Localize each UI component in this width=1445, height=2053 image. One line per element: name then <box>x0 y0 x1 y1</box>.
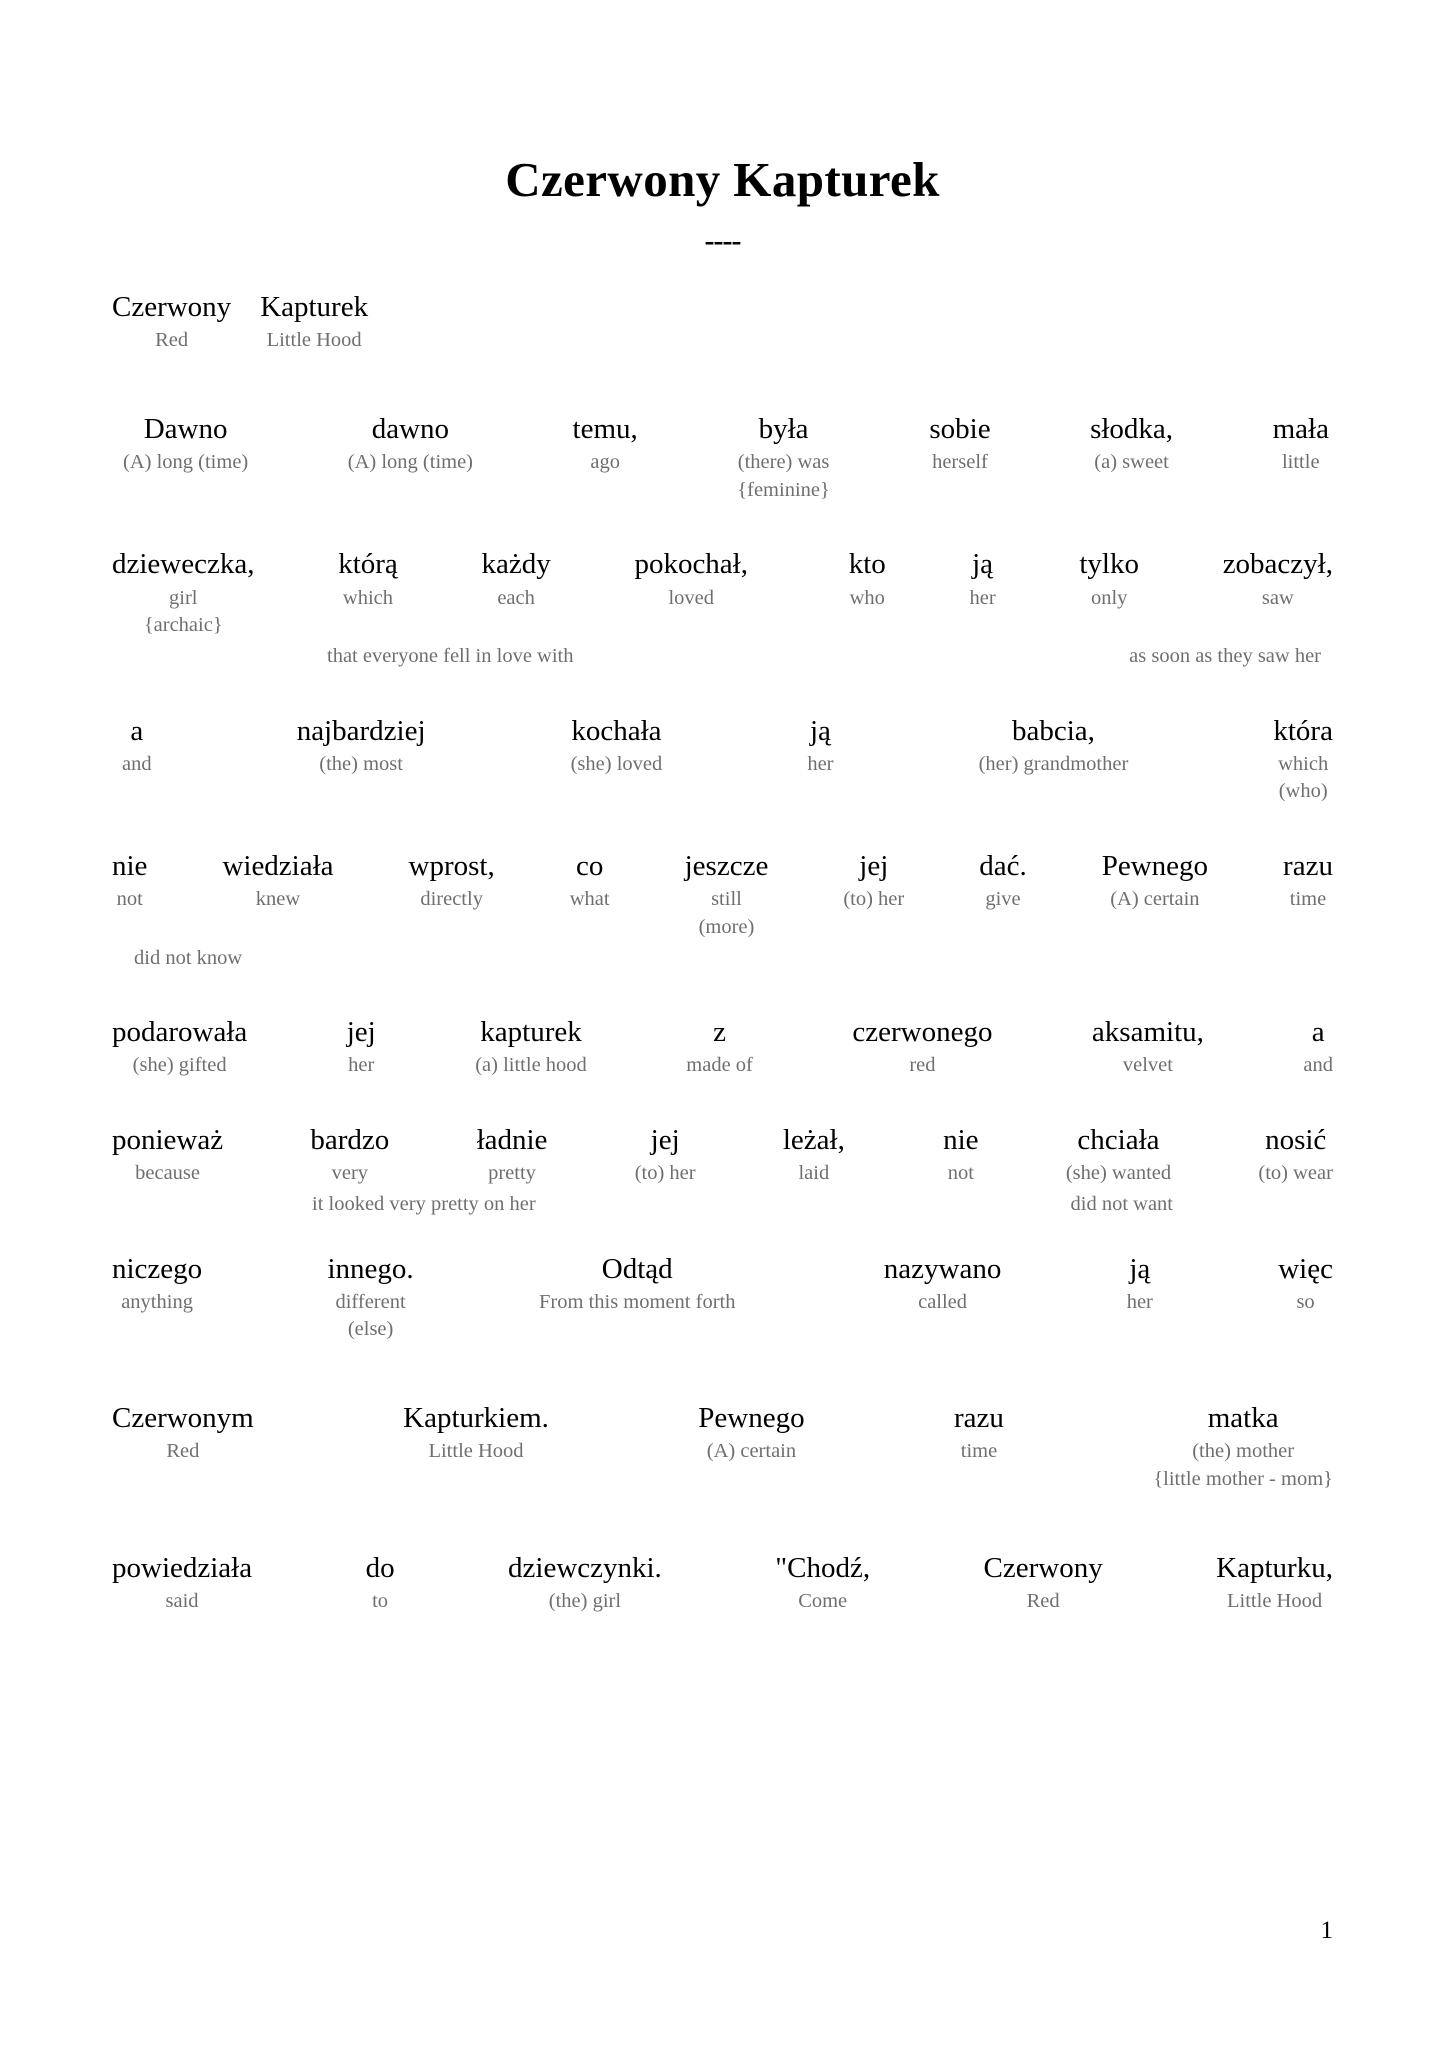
word-column <box>679 1015 760 1079</box>
gloss-word: (A) certain <box>706 1440 797 1463</box>
source-word: którą <box>338 548 398 581</box>
gloss-word: (she) loved <box>570 752 663 775</box>
source-word: "Chodź, <box>775 1551 871 1584</box>
source-word: więc <box>1278 1252 1333 1285</box>
source-word: aksamitu, <box>1091 1016 1204 1049</box>
source-word: jej <box>859 850 889 882</box>
gloss-word: different <box>335 1290 406 1313</box>
word-column <box>112 1401 261 1465</box>
source-word: zobaczył, <box>1222 548 1333 581</box>
gloss-word: (A) certain <box>1110 888 1200 911</box>
gloss-word: Come <box>798 1589 848 1612</box>
gloss-word: her <box>348 1054 375 1077</box>
source-word: razu <box>1283 850 1333 882</box>
source-word: ją <box>809 714 831 747</box>
word-column <box>1059 1123 1178 1187</box>
gloss-word: (to) her <box>634 1162 696 1185</box>
source-word: dziewczynki. <box>508 1551 662 1584</box>
word-column <box>1251 1123 1333 1187</box>
source-word: a <box>1311 1016 1325 1049</box>
source-word: ładnie <box>476 1124 548 1156</box>
gloss-word: herself <box>932 451 988 474</box>
source-word: była <box>758 412 809 445</box>
word-column <box>321 1252 421 1344</box>
gloss-word: Little Hood <box>266 329 362 352</box>
gloss-word: pretty <box>488 1162 536 1185</box>
gloss-block-5 <box>112 1015 1333 1079</box>
source-word: nie <box>943 1124 979 1156</box>
gloss-word: directly <box>420 888 483 911</box>
gloss-word: time <box>1289 888 1327 911</box>
gloss-word: little <box>1281 451 1320 474</box>
gloss-word: Little Hood <box>428 1440 524 1463</box>
source-word: Pewnego <box>1101 850 1209 882</box>
gloss-word: (A) long (time) <box>123 451 249 474</box>
source-word: Kapturku, <box>1216 1551 1333 1584</box>
span-gloss-phrase: it looked very pretty on her <box>312 1192 536 1215</box>
gloss-word: (a) little hood <box>475 1054 587 1077</box>
word-column <box>112 1123 230 1187</box>
gloss-block-7 <box>112 1252 1333 1344</box>
word-column <box>1083 412 1180 476</box>
gloss-word: (a) sweet <box>1094 451 1169 474</box>
gloss-word: (the) most <box>319 752 403 775</box>
source-word: Kapturek <box>260 291 369 323</box>
gloss-word: velvet <box>1122 1054 1173 1077</box>
word-column <box>116 412 255 476</box>
source-word: Odtąd <box>601 1252 673 1285</box>
word-column <box>474 547 557 611</box>
word-column <box>628 1123 703 1187</box>
source-word: babcia, <box>1011 714 1095 747</box>
word-column <box>290 714 433 778</box>
source-word: sobie <box>929 412 991 445</box>
source-word: która <box>1273 714 1333 747</box>
word-column <box>238 290 375 354</box>
gloss-word: loved <box>668 586 714 609</box>
word-column <box>922 412 997 476</box>
gloss-word: not <box>947 1162 974 1185</box>
source-word: chciała <box>1077 1124 1160 1156</box>
gloss-block-6 <box>112 1123 1333 1187</box>
span-gloss-phrase: as soon as they saw her <box>1129 644 1321 667</box>
gloss-word: which <box>1278 752 1329 775</box>
word-column <box>1072 547 1146 611</box>
source-word: kochała <box>571 714 662 747</box>
gloss-block-2 <box>112 547 1333 639</box>
source-word: Czerwony <box>983 1551 1103 1584</box>
gloss-word: time <box>960 1440 998 1463</box>
gloss-word: still <box>711 888 742 911</box>
source-word: mała <box>1272 412 1329 445</box>
word-column <box>825 547 893 611</box>
word-column <box>800 714 840 778</box>
word-column <box>564 714 670 778</box>
source-word: tylko <box>1079 548 1139 581</box>
word-column <box>112 290 238 354</box>
source-word: Czerwony <box>112 291 232 323</box>
gloss-block-3 <box>112 714 1333 806</box>
gloss-word: what <box>569 888 610 911</box>
word-column <box>468 1015 594 1079</box>
word-column <box>563 849 617 913</box>
source-word: najbardziej <box>296 714 426 747</box>
gloss-word-note: {feminine} <box>737 478 830 501</box>
word-column <box>1085 1015 1211 1079</box>
word-column <box>112 849 154 913</box>
source-word: Kapturkiem. <box>403 1402 549 1434</box>
word-column <box>566 412 645 476</box>
source-word: nie <box>112 850 148 882</box>
gloss-word-note: (else) <box>347 1318 394 1341</box>
word-column <box>1266 714 1333 806</box>
source-word: co <box>575 850 604 882</box>
word-column <box>340 1015 383 1079</box>
word-column <box>396 1401 556 1465</box>
word-column <box>1296 1015 1333 1079</box>
source-word: kto <box>848 548 886 581</box>
word-column <box>1266 412 1329 476</box>
gloss-word-note: (who) <box>1278 780 1328 803</box>
gloss-word: give <box>985 888 1021 911</box>
source-word: nazywano <box>883 1252 1002 1285</box>
source-word: leżał, <box>782 1124 845 1156</box>
word-column <box>972 714 1136 778</box>
word-column <box>1209 1551 1333 1615</box>
source-word: kapturek <box>480 1016 582 1049</box>
word-column <box>112 714 159 778</box>
word-column <box>303 1123 396 1187</box>
word-column <box>730 412 837 504</box>
gloss-word-note: {little mother - mom} <box>1153 1467 1333 1490</box>
gloss-word: Little Hood <box>1227 1589 1323 1612</box>
gloss-word: very <box>331 1162 369 1185</box>
source-word: dać. <box>979 850 1027 882</box>
span-gloss-phrase: that everyone fell in love with <box>327 644 574 667</box>
word-column <box>112 1015 254 1079</box>
source-word: powiedziała <box>112 1551 253 1584</box>
word-column <box>836 849 911 913</box>
gloss-word: girl <box>169 586 198 609</box>
span-gloss-row <box>112 643 1333 670</box>
word-column <box>977 1551 1110 1615</box>
word-column <box>532 1252 742 1316</box>
gloss-word: red <box>909 1054 936 1077</box>
source-word: nosić <box>1265 1124 1327 1156</box>
span-gloss-row <box>112 945 1333 972</box>
word-column <box>972 849 1034 913</box>
source-word: wprost, <box>408 850 495 882</box>
word-column <box>768 1551 877 1615</box>
word-column <box>1120 1252 1160 1316</box>
gloss-word: which <box>342 586 394 609</box>
source-word: ją <box>1129 1252 1151 1285</box>
gloss-word: her <box>807 752 834 775</box>
source-word: ponieważ <box>112 1124 224 1156</box>
source-word: niczego <box>112 1252 203 1285</box>
gloss-word: her <box>969 586 996 609</box>
source-word: dzieweczka, <box>112 548 255 581</box>
gloss-word: so <box>1296 1290 1315 1313</box>
word-column <box>341 412 480 476</box>
gloss-block-4 <box>112 849 1333 941</box>
gloss-word: each <box>497 586 535 609</box>
gloss-word: (her) grandmother <box>978 752 1129 775</box>
word-column <box>691 1401 811 1465</box>
word-column <box>402 849 502 913</box>
word-column <box>1276 849 1333 913</box>
word-column <box>678 849 776 941</box>
gloss-word-note: (more) <box>698 915 755 938</box>
gloss-word: and <box>122 752 152 775</box>
source-word: a <box>130 714 144 747</box>
gloss-word: and <box>1303 1054 1333 1077</box>
source-word: Czerwonym <box>112 1402 254 1434</box>
source-word: do <box>365 1551 395 1584</box>
gloss-word: called <box>918 1290 968 1313</box>
source-word: dawno <box>371 412 450 445</box>
source-word: każdy <box>481 548 551 581</box>
gloss-word: (the) girl <box>548 1589 622 1612</box>
source-word: Dawno <box>143 412 228 445</box>
gloss-word: (she) wanted <box>1065 1162 1172 1185</box>
word-column <box>501 1551 669 1615</box>
source-word: podarowała <box>112 1016 248 1049</box>
word-column <box>1271 1252 1333 1316</box>
source-word: jej <box>346 1016 376 1049</box>
gloss-word: (there) was <box>737 451 830 474</box>
source-word: temu, <box>572 412 638 445</box>
word-column <box>1216 547 1333 611</box>
gloss-block-1 <box>112 412 1333 504</box>
gloss-word: Red <box>155 329 189 352</box>
gloss-word: (to) her <box>843 888 905 911</box>
word-column <box>331 547 405 611</box>
source-word: ją <box>972 548 994 581</box>
gloss-word: (she) gifted <box>132 1054 227 1077</box>
page-number: 1 <box>1320 1917 1333 1944</box>
gloss-word: her <box>1126 1290 1153 1313</box>
word-column <box>845 1015 999 1079</box>
word-column <box>112 1551 259 1615</box>
word-column <box>112 547 261 639</box>
gloss-word: anything <box>121 1290 193 1313</box>
gloss-word: knew <box>255 888 301 911</box>
gloss-word: said <box>165 1589 199 1612</box>
source-word: z <box>713 1016 727 1049</box>
source-word: czerwonego <box>852 1016 993 1049</box>
page-title: Czerwony Kapturek <box>505 152 940 207</box>
source-word: matka <box>1207 1402 1279 1434</box>
source-word: Pewnego <box>698 1402 805 1434</box>
word-column <box>947 1401 1011 1465</box>
word-column <box>776 1123 852 1187</box>
word-column <box>962 547 1002 611</box>
source-word: bardzo <box>310 1124 390 1156</box>
gloss-word: only <box>1090 586 1128 609</box>
word-column <box>627 547 755 611</box>
source-word: jeszcze <box>684 850 769 882</box>
gloss-word: Red <box>1026 1589 1060 1612</box>
gloss-word: laid <box>798 1162 830 1185</box>
interlinear-body <box>0 290 1445 1614</box>
gloss-word: made of <box>686 1054 753 1077</box>
source-word: wiedziała <box>222 850 334 882</box>
source-word: jej <box>650 1124 680 1156</box>
gloss-block-8 <box>112 1401 1333 1493</box>
gloss-word: ago <box>590 451 620 474</box>
source-word: pokochał, <box>634 548 748 581</box>
gloss-word: (the) mother <box>1192 1440 1295 1463</box>
word-column <box>925 1123 985 1187</box>
gloss-word: (A) long (time) <box>347 451 474 474</box>
word-column <box>470 1123 555 1187</box>
gloss-word: to <box>372 1589 389 1612</box>
word-column <box>1095 849 1215 913</box>
gloss-word: not <box>116 888 143 911</box>
word-column <box>854 1252 1009 1316</box>
source-word: razu <box>954 1402 1004 1434</box>
gloss-word: Red <box>166 1440 200 1463</box>
word-column <box>359 1551 402 1615</box>
gloss-word: who <box>849 586 885 609</box>
word-column <box>1146 1401 1333 1493</box>
gloss-word: because <box>135 1162 200 1185</box>
word-column <box>215 849 340 913</box>
gloss-word-note: {archaic} <box>143 614 223 637</box>
gloss-word: (to) wear <box>1258 1162 1333 1185</box>
span-gloss-phrase: did not want <box>1070 1192 1173 1215</box>
span-gloss-row <box>112 1191 1333 1218</box>
title-divider: ---- <box>704 224 741 257</box>
gloss-block-heading <box>112 290 1333 354</box>
source-word: słodka, <box>1090 412 1174 445</box>
gloss-block-9 <box>112 1551 1333 1615</box>
word-column <box>112 1252 209 1316</box>
gloss-word: From this moment forth <box>539 1290 736 1313</box>
span-gloss-phrase: did not know <box>134 946 243 969</box>
source-word: innego. <box>327 1252 414 1285</box>
gloss-word: saw <box>1261 586 1294 609</box>
